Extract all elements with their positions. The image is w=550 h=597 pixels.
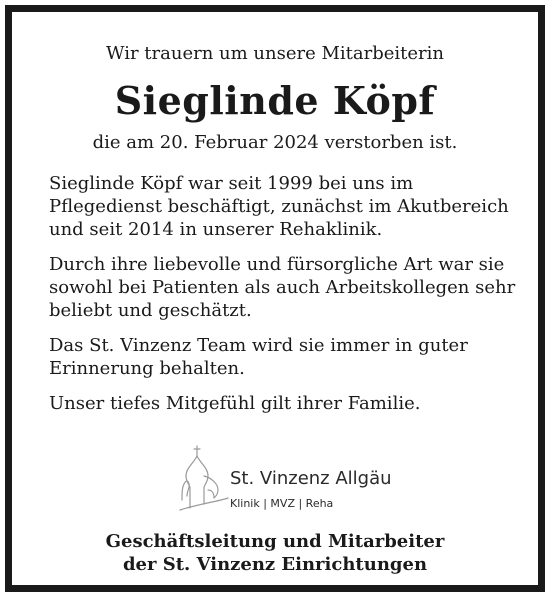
signature-block — [12, 530, 538, 576]
logo-subtitle: Klinik | MVZ | Reha — [230, 497, 334, 510]
intro-line: Wir trauern um unsere Mitarbeiterin — [106, 43, 444, 64]
onion-dome-church-icon — [178, 444, 230, 514]
paragraph-employment: Sieglinde Köpf war seit 1999 bei uns im Pflegedienst beschäftigt, zunächst im Akutbereich und seit 2014 in unserer Rehaklinik. — [49, 173, 509, 240]
signature-line-1: Geschäftsleitung und Mitarbeiter — [105, 531, 445, 552]
paragraph-character: Durch ihre liebevolle und fürsorgliche Art war sie sowohl bei Patienten als auch Arbeitskollegen sehr beliebt und geschätzt. — [49, 254, 516, 321]
paragraph-remembrance: Das St. Vinzenz Team wird sie immer in guter Erinnerung behalten. — [49, 335, 468, 379]
signature-line-2: der St. Vinzenz Einrichtungen — [122, 554, 428, 575]
deceased-name: Sieglinde Köpf — [114, 78, 436, 123]
date-line: die am 20. Februar 2024 verstorben ist. — [92, 132, 458, 153]
logo-name: St. Vinzenz Allgäu — [230, 468, 392, 489]
paragraph-condolence: Unser tiefes Mitgefühl gilt ihrer Familie. — [49, 393, 421, 414]
st-vinzenz-logo — [178, 444, 418, 519]
obituary-body — [49, 172, 529, 427]
obituary-frame — [5, 5, 545, 592]
